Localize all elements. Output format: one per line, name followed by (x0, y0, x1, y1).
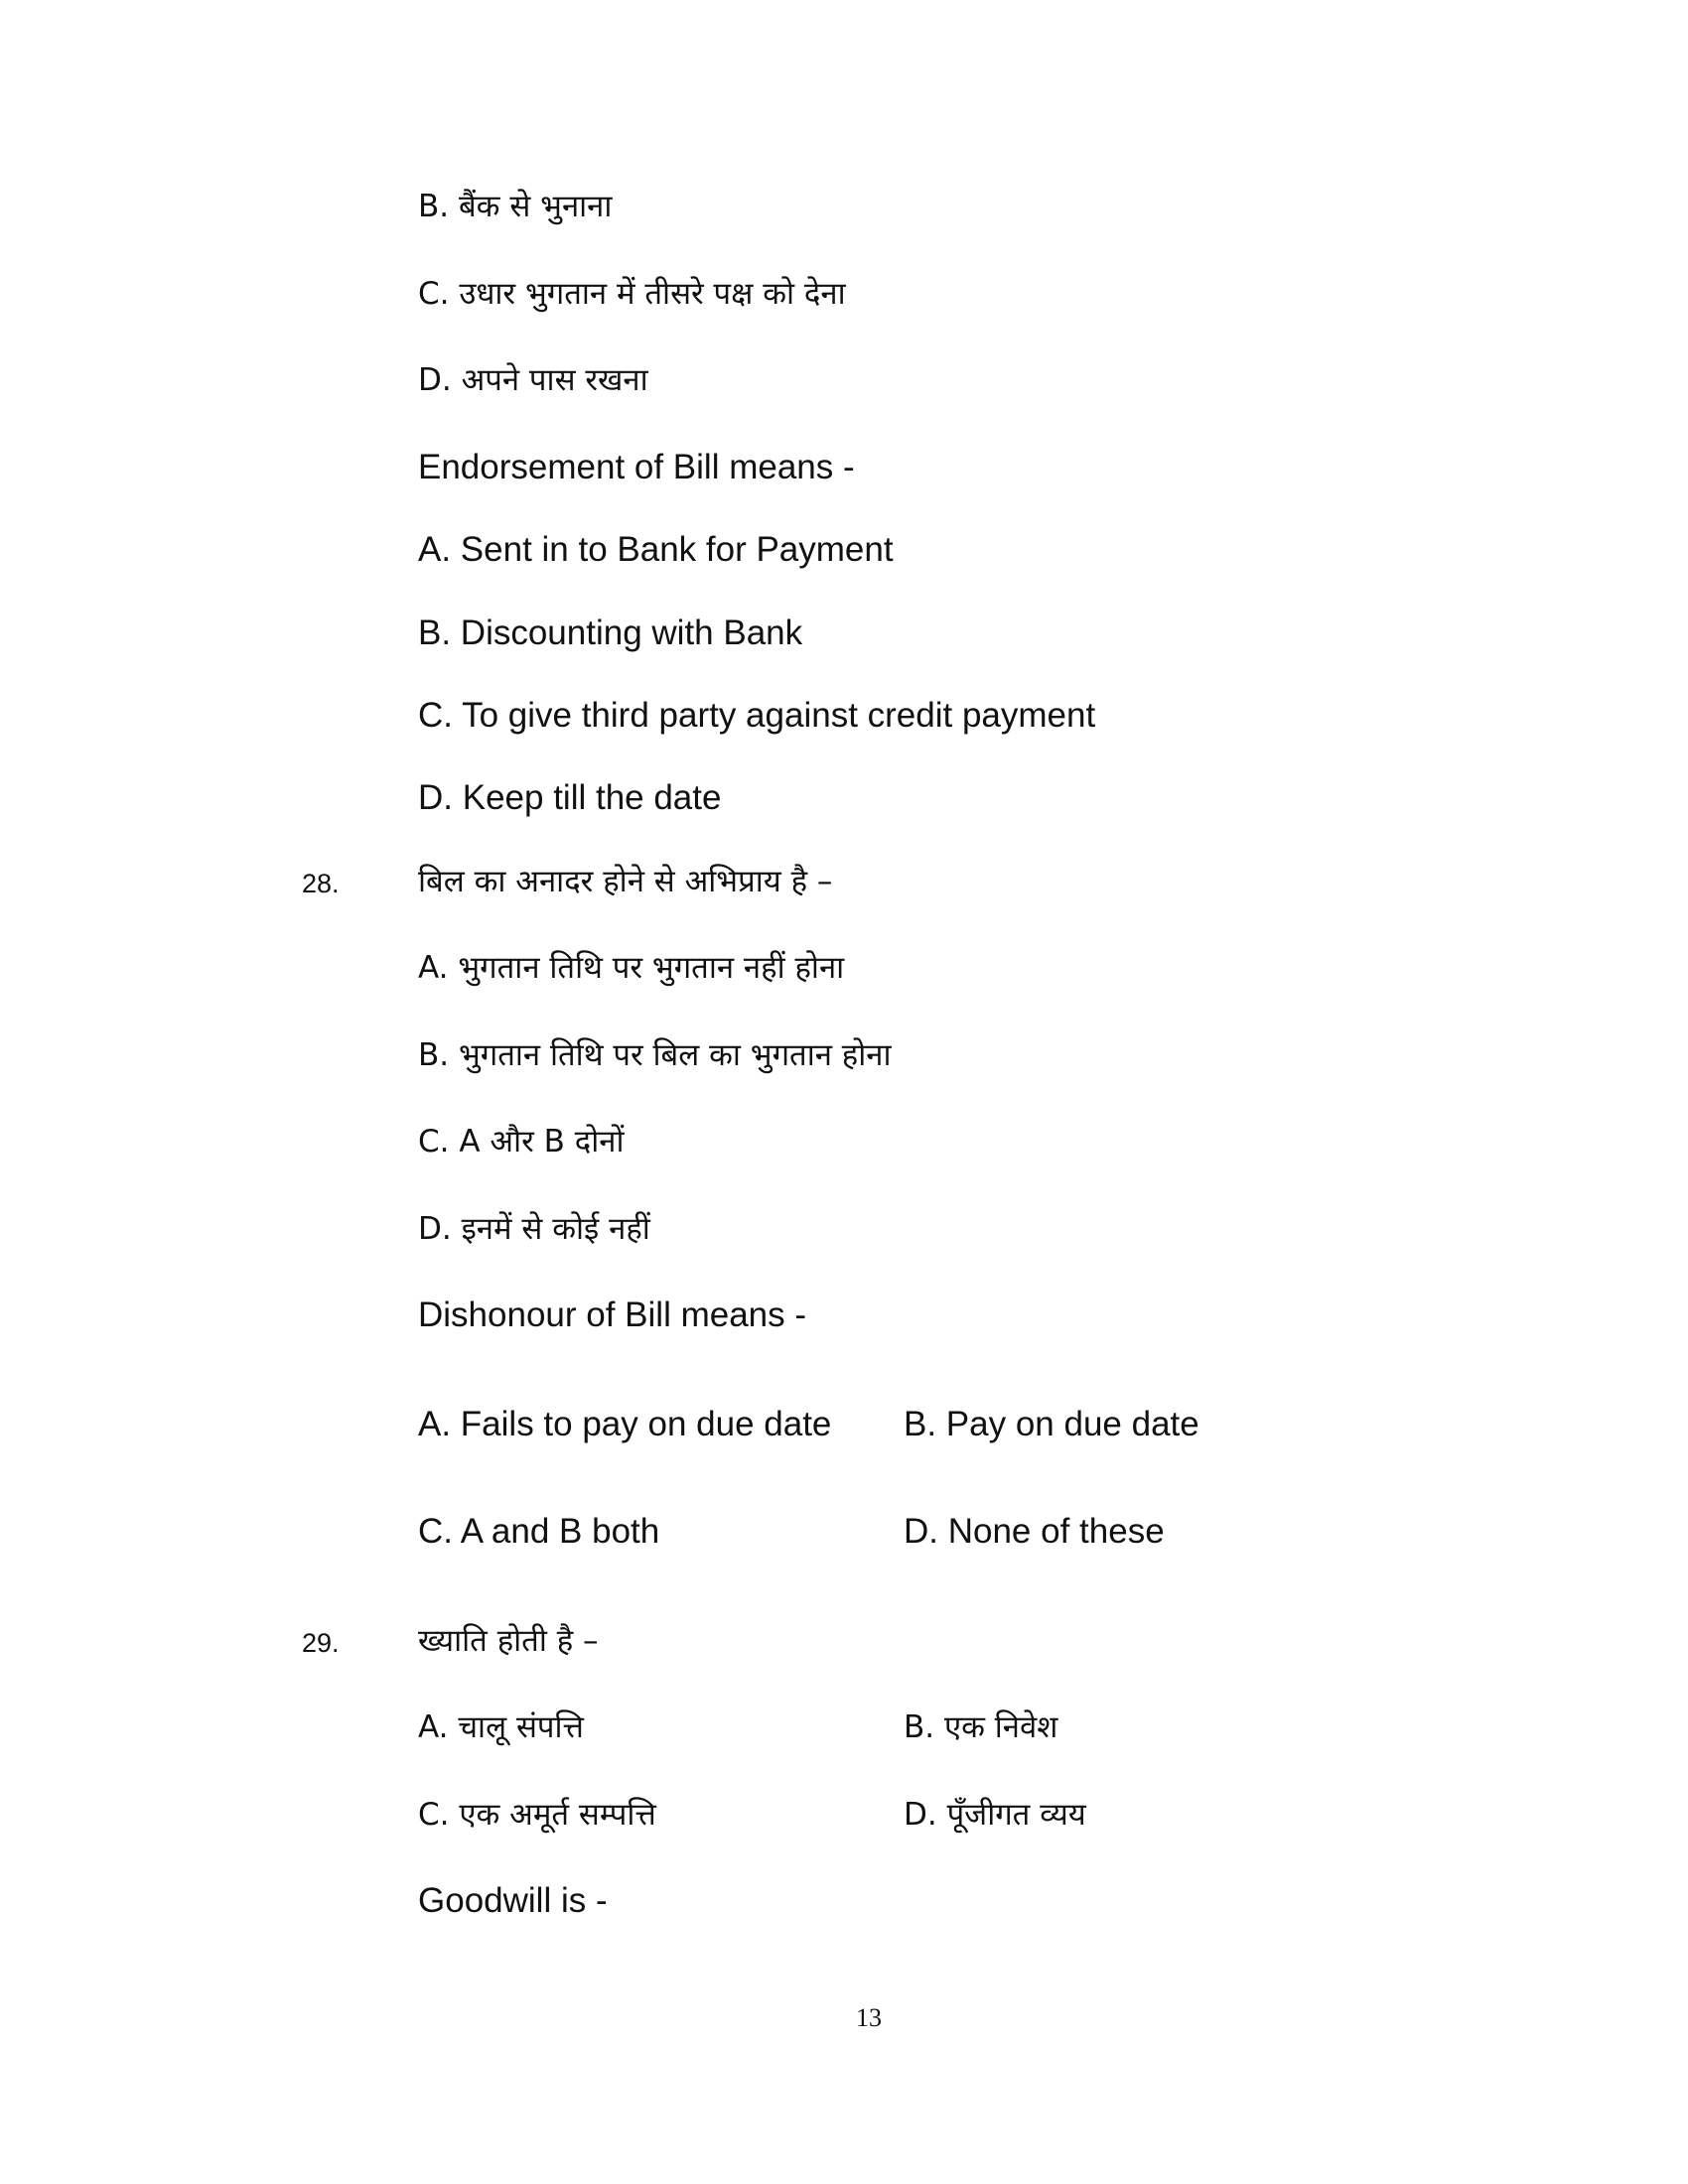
q29-number: 29. (302, 1628, 340, 1658)
q28-number: 28. (302, 869, 340, 898)
q28-english-option-a: A. Fails to pay on due date (418, 1405, 832, 1443)
q28-hindi-option-b: B. भुगतान तिथि पर बिल का भुगतान होना (418, 1037, 892, 1073)
page-number: 13 (856, 2003, 882, 2032)
q28-hindi-option-d: D. इनमें से कोई नहीं (418, 1211, 650, 1247)
q28-hindi-option-c: C. A और B दोनों (418, 1124, 625, 1160)
q29-hindi-option-a: A. चालू संपत्ति (418, 1709, 584, 1745)
q28-english-option-b: B. Pay on due date (904, 1405, 1199, 1443)
q28-hindi-question: बिल का अनादर होने से अभिप्राय है – (418, 864, 833, 899)
q28-english-question: Dishonour of Bill means - (418, 1296, 806, 1334)
q27-hindi-option-b: B. बैंक से भुनाना (418, 189, 613, 224)
q27-hindi-option-c: C. उधार भुगतान में तीसरे पक्ष को देना (418, 276, 846, 312)
q28-english-option-c: C. A and B both (418, 1512, 660, 1551)
q29-english-question: Goodwill is - (418, 1881, 608, 1920)
q29-hindi-option-c: C. एक अमूर्त सम्पत्ति (418, 1797, 656, 1833)
q27-english-option-a: A. Sent in to Bank for Payment (418, 530, 894, 569)
q27-hindi-option-d: D. अपने पास रखना (418, 362, 648, 398)
q29-hindi-option-d: D. पूँजीगत व्यय (904, 1797, 1086, 1833)
q29-hindi-question: ख्याति होती है – (418, 1623, 599, 1659)
q29-hindi-option-b: B. एक निवेश (904, 1709, 1058, 1745)
q28-english-option-d: D. None of these (904, 1512, 1165, 1551)
q27-english-option-d: D. Keep till the date (418, 778, 722, 817)
q27-english-question: Endorsement of Bill means - (418, 448, 855, 486)
q27-english-option-c: C. To give third party against credit payment (418, 696, 1096, 735)
q28-hindi-option-a: A. भुगतान तिथि पर भुगतान नहीं होना (418, 950, 845, 986)
q27-english-option-b: B. Discounting with Bank (418, 614, 803, 652)
